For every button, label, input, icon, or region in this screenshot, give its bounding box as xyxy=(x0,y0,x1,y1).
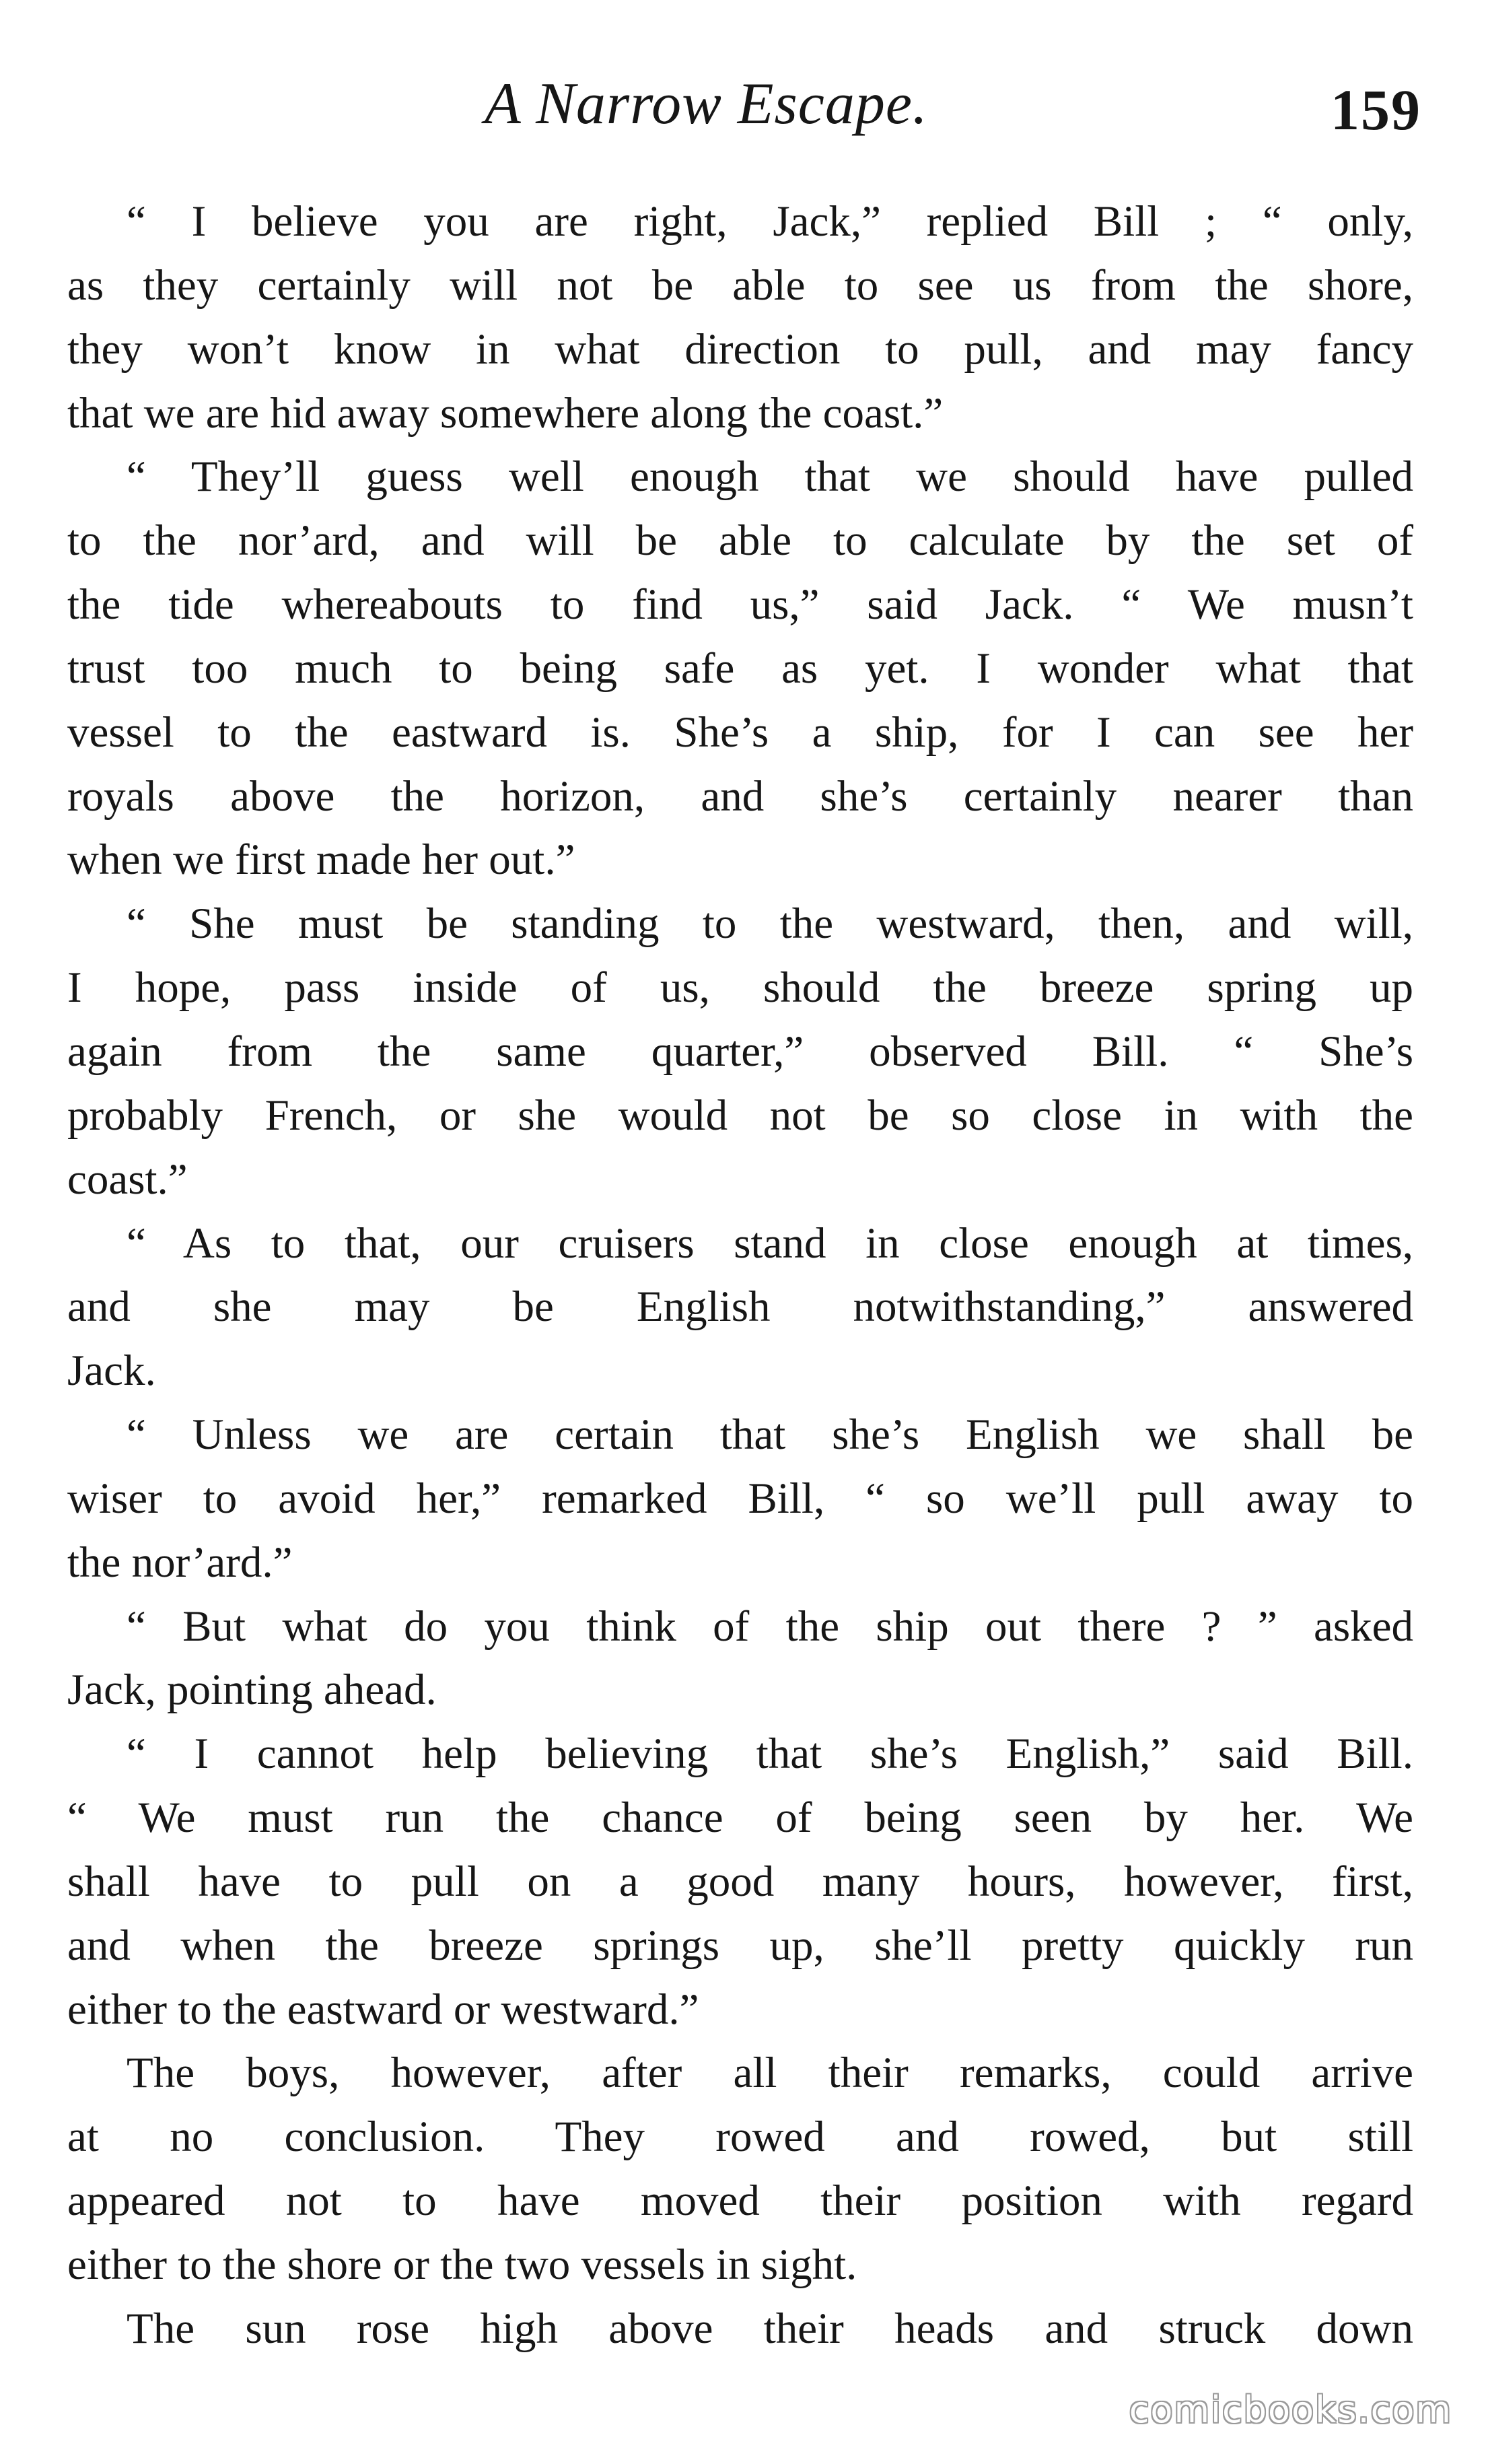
paragraph-8 xyxy=(67,2041,1413,2296)
running-title: A Narrow Escape. xyxy=(485,71,928,137)
text-line: “ She must be standing to the westward, then, and will, xyxy=(127,899,1413,949)
running-head xyxy=(0,64,1486,145)
paragraph-9 xyxy=(67,2297,1413,2361)
paragraph-6 xyxy=(67,1595,1413,1723)
text-line: Jack, pointing ahead. xyxy=(67,1666,437,1715)
text-line: they won’t know in what direction to pull, and may fancy xyxy=(67,324,1413,374)
watermark-text: comicbooks.com xyxy=(1129,2389,1452,2431)
text-line: at no conclusion. They rowed and rowed, but still xyxy=(67,2113,1413,2162)
text-line: Jack. xyxy=(67,1346,156,1396)
paragraph-7 xyxy=(67,1722,1413,2041)
text-line: that we are hid away somewhere along the coast.” xyxy=(67,388,944,438)
text-line: “ They’ll guess well enough that we should have pulled xyxy=(127,452,1413,502)
text-line: when we first made her out.” xyxy=(67,835,575,885)
paragraph-3 xyxy=(67,892,1413,1211)
text-line: trust too much to being safe as yet. I wonder what that xyxy=(67,644,1413,693)
text-line: “ I cannot help believing that she’s English,” said Bill. xyxy=(127,1730,1413,1779)
text-line: either to the shore or the two vessels in sight. xyxy=(67,2240,857,2289)
text-line: and when the breeze springs up, she’ll pretty quickly run xyxy=(67,1921,1413,1970)
text-line: appeared not to have moved their position with regard xyxy=(67,2177,1413,2226)
text-line: “ Unless we are certain that she’s English we shall be xyxy=(127,1410,1413,1460)
text-line: the nor’ard.” xyxy=(67,1538,293,1587)
page-number: 159 xyxy=(1331,77,1421,142)
paragraph-5 xyxy=(67,1403,1413,1595)
paragraph-4 xyxy=(67,1212,1413,1404)
text-line: The sun rose high above their heads and struck down xyxy=(127,2304,1413,2353)
text-line: vessel to the eastward is. She’s a ship, for I can see her xyxy=(67,708,1413,757)
paragraph-1 xyxy=(67,190,1413,445)
text-line: probably French, or she would not be so close in with the xyxy=(67,1091,1413,1140)
text-line: “ As to that, our cruisers stand in close enough at times, xyxy=(127,1219,1413,1268)
text-line: either to the eastward or westward.” xyxy=(67,1985,699,2034)
text-line: “ But what do you think of the ship out there ? ” asked xyxy=(127,1602,1413,1651)
text-line: shall have to pull on a good many hours, however, first, xyxy=(67,1857,1413,1906)
text-line: I hope, pass inside of us, should the breeze spring up xyxy=(67,963,1413,1013)
text-line: royals above the horizon, and she’s certainly nearer than xyxy=(67,772,1413,821)
text-line: the tide whereabouts to find us,” said Jack. “ We musn’t xyxy=(67,580,1413,629)
text-line: to the nor’ard, and will be able to calculate by the set of xyxy=(67,516,1413,566)
paragraph-2 xyxy=(67,445,1413,892)
text-line: wiser to avoid her,” remarked Bill, “ so we’ll pull away to xyxy=(67,1474,1413,1523)
text-line: again from the same quarter,” observed Bill. “ She’s xyxy=(67,1027,1413,1076)
text-line: as they certainly will not be able to see us from the shore, xyxy=(67,261,1413,310)
text-line: and she may be English notwithstanding,” answered xyxy=(67,1282,1413,1332)
body-text xyxy=(67,190,1413,2361)
text-line: “ I believe you are right, Jack,” replied Bill ; “ only, xyxy=(127,197,1413,246)
text-line: The boys, however, after all their remarks, could arrive xyxy=(127,2049,1413,2098)
text-line: coast.” xyxy=(67,1155,188,1204)
text-line: “ We must run the chance of being seen by her. We xyxy=(67,1793,1413,1843)
